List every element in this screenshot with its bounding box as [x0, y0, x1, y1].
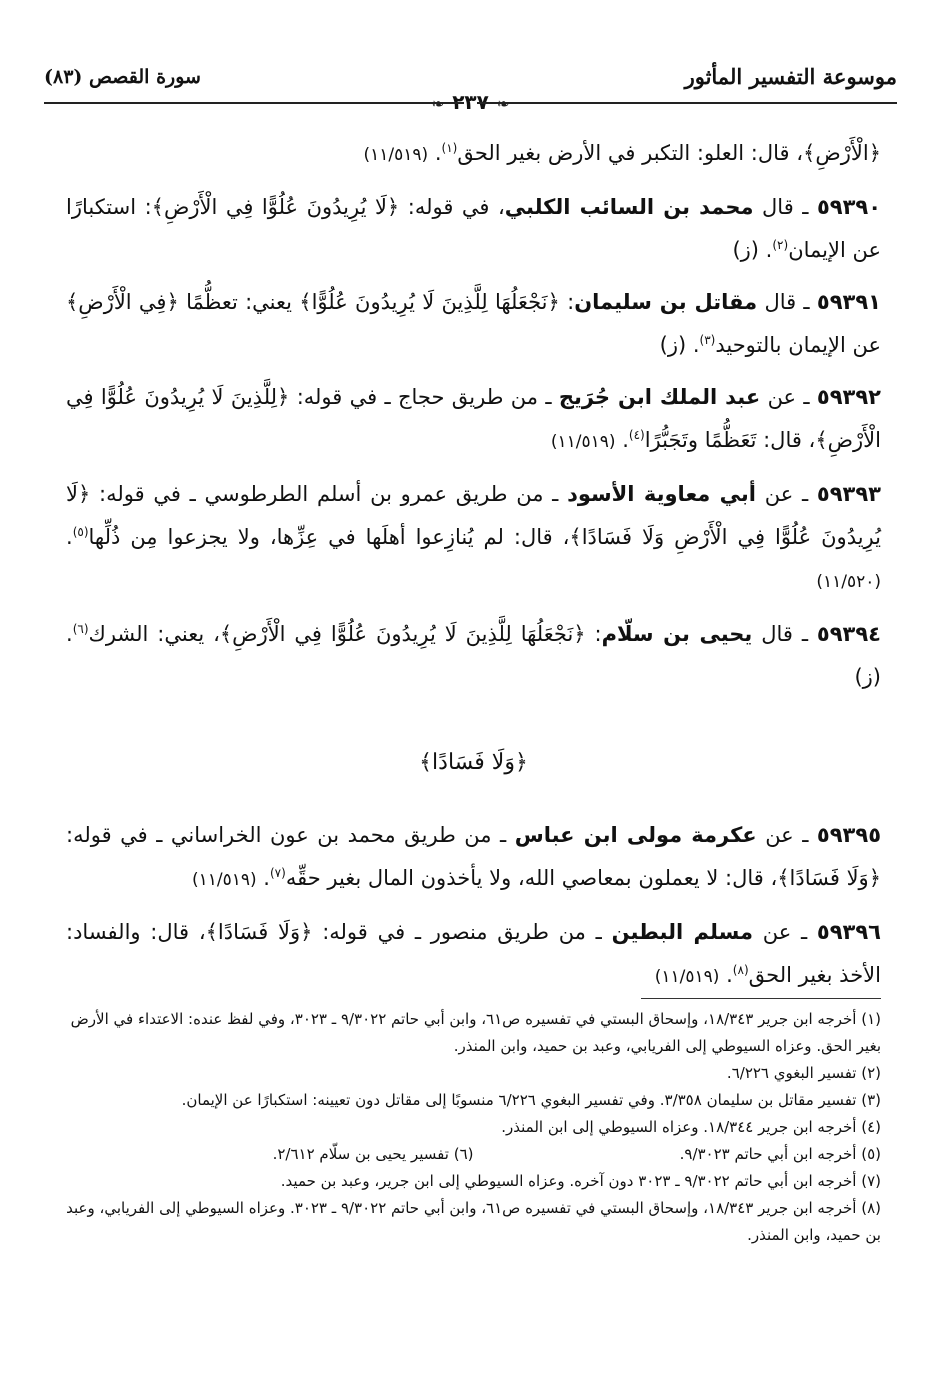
footnote-marker: (٢) [772, 238, 789, 252]
footnotes [66, 1006, 881, 1249]
section-heading: ﴿وَلَا فَسَادًا﴾ [419, 750, 528, 775]
narration-paragraph: ٥٩٣٩٦ ـ عن مسلم البطين ـ من طريق منصور ـ في قوله: ﴿وَلَا فَسَادًا﴾، قال: والفساد: الأخذ بغير الحق$^{(٨)}$. (١١/٥١٩) [66, 920, 881, 987]
narration-paragraph: ٥٩٣٩٣ ـ عن أبي معاوية الأسود ـ من طريق عمرو بن أسلم الطرطوسي ـ في قوله: ﴿لَا يُرِيدُونَ عُلُوًّا فِي الْأَرْضِ وَلَا فَسَادًا﴾، قال: لم يُنازِعوا أهلَها في عِزِّها، ولا يجزعوا مِن ذُلِّها$^{(٥)}$. (١١/٥٢٠) [66, 482, 881, 592]
footnote-marker: (٦) [72, 622, 89, 636]
quran-quote: ﴿لَا يُرِيدُونَ عُلُوًّا فِي الْأَرْضِ﴾ [151, 195, 400, 219]
surah-title: سورة القصص (٨٣) [44, 66, 201, 88]
paragraph-text: ، قال: العلو: التكبر في الأرض بغير الحق [457, 141, 804, 165]
narration-number: ٥٩٣٩٦ [816, 920, 881, 944]
footnote-marker: (١) [441, 141, 458, 155]
footnote-marker: (٧) [269, 866, 286, 880]
ornament-icon: ❧ [431, 95, 445, 113]
main-text [66, 132, 881, 1008]
quran-quote: ﴿لِلَّذِينَ لَا يُرِيدُونَ عُلُوًّا فِي الْأَرْضِ﴾ [66, 385, 881, 452]
paragraph-text: عن الإيمان بالتوحيد [715, 333, 881, 357]
narration-number: ٥٩٣٩١ [816, 290, 881, 314]
paragraph-text: ، قال: والفساد: الأخذ بغير الحق [66, 920, 881, 987]
narration-paragraph: ٥٩٣٩٥ ـ عن عكرمة مولى ابن عباس ـ من طريق محمد بن عون الخراساني ـ في قوله: ﴿وَلَا فَسَادًا﴾، قال: لا يعملون بمعاصي الله، ولا يأخذون المال بغير حقِّه$^{(٧)}$. (١١/٥١٩) [66, 823, 882, 890]
quran-quote: ﴿فِي الْأَرْضِ﴾ [66, 290, 179, 314]
footnote-marker: (٥) [72, 525, 89, 539]
footnote: (٧) أخرجه ابن أبي حاتم ٩/٣٠٢٢ ـ ٣٠٢٣ دون آخره. وعزاه السيوطي إلى ابن جرير، وعبد بن حميد. [280, 1172, 881, 1190]
narrator-name: مسلم البطين [611, 920, 753, 944]
volume-page-ref: (١١/٥١٩) [654, 967, 720, 987]
footnote-marker: (٨) [732, 963, 749, 977]
quran-quote: ﴿نَجْعَلُهَا لِلَّذِينَ لَا يُرِيدُونَ عُلُوًّا فِي الْأَرْضِ﴾ [219, 622, 586, 646]
narration-number: ٥٩٣٩٥ [816, 823, 882, 847]
footnote: (٢) تفسير البغوي ٦/٢٢٦. [726, 1064, 881, 1082]
footnote-row [66, 1141, 881, 1168]
footnote: (٨) أخرجه ابن جرير ١٨/٣٤٣، وإسحاق البستي في تفسيره ص٦١، وابن أبي حاتم ٩/٣٠٢٢ ـ ٣٠٢٣. وعزاه السيوطي إلى الفريابي، وعبد بن حميد، وابن المنذر. [66, 1199, 881, 1244]
footnote-marker: (٣) [699, 333, 716, 347]
paragraph-text: ، يعني: الشرك [88, 622, 220, 646]
paragraph-text: : استكبارًا عن الإيمان [66, 195, 881, 262]
narration-number: ٥٩٣٩٤ [816, 622, 881, 646]
paragraph-continuation: ﴿الْأَرْضِ﴾، قال: العلو: التكبر في الأرض بغير الحق$^{(١)}$. (١١/٥١٩) [363, 141, 881, 165]
quran-quote: ﴿وَلَا فَسَادًا﴾ [205, 920, 313, 944]
paragraph-text: يعني: تعظُّمًا [186, 290, 292, 314]
footnote: (٤) أخرجه ابن جرير ١٨/٣٤٤. وعزاه السيوطي إلى ابن المنذر. [501, 1118, 881, 1136]
narration-paragraph: ٥٩٣٩١ ـ قال مقاتل بن سليمان: ﴿نَجْعَلُهَا لِلَّذِينَ لَا يُرِيدُونَ عُلُوًّا﴾ يعني: تعظُّمًا ﴿فِي الْأَرْضِ﴾ عن الإيمان بالتوحيد$^{(٣)}$. (ز) [66, 290, 881, 357]
footnote: (٥) أخرجه ابن أبي حاتم ٩/٣٠٢٣. [679, 1145, 881, 1163]
narration-number: ٥٩٣٩٠ [816, 195, 882, 219]
page-header [44, 62, 897, 114]
paragraph-text: ، قال: تَعَظُّمًا وتَجَبُّرًا [644, 428, 816, 452]
narration-number: ٥٩٣٩٣ [816, 482, 881, 506]
ornament-icon: ❧ [496, 95, 510, 113]
book-title: موسوعة التفسير المأثور [684, 64, 897, 89]
narrator-name: مقاتل بن سليمان [574, 290, 758, 314]
quran-quote: ﴿الْأَرْضِ﴾ [803, 141, 881, 165]
narration-paragraph: ٥٩٣٩٤ ـ قال يحيى بن سلّام: ﴿نَجْعَلُهَا لِلَّذِينَ لَا يُرِيدُونَ عُلُوًّا فِي الْأَرْضِ﴾، يعني: الشرك$^{(٦)}$. (ز) [66, 622, 881, 689]
narration-number: ٥٩٣٩٢ [816, 385, 881, 409]
narrator-name: عكرمة مولى ابن عباس [514, 823, 757, 847]
narrator-name: يحيى بن سلّام [601, 622, 753, 646]
quran-quote: ﴿لَا يُرِيدُونَ عُلُوًّا فِي الْأَرْضِ وَلَا فَسَادًا﴾ [66, 482, 881, 549]
footnote-marker: (٤) [628, 428, 645, 442]
narration-paragraph: ٥٩٣٩٢ ـ عن عبد الملك ابن جُرَيج ـ من طريق حجاج ـ في قوله: ﴿لِلَّذِينَ لَا يُرِيدُونَ عُلُوًّا فِي الْأَرْضِ﴾، قال: تَعَظُّمًا وتَجَبُّرًا$^{(٤)}$. (١١/٥١٩) [66, 385, 881, 452]
narrator-name: محمد بن السائب الكلبي [504, 195, 754, 219]
footnote: (٣) تفسير مقاتل بن سليمان ٣/٣٥٨. وفي تفسير البغوي ٦/٢٢٦ منسوبًا إلى مقاتل دون تعيينه: استكبارًا عن الإيمان. [181, 1091, 881, 1109]
narration-paragraph: ٥٩٣٩٠ ـ قال محمد بن السائب الكلبي، في قوله: ﴿لَا يُرِيدُونَ عُلُوًّا فِي الْأَرْضِ﴾: استكبارًا عن الإيمان$^{(٢)}$. (ز) [66, 195, 882, 262]
footnote: (١) أخرجه ابن جرير ١٨/٣٤٣، وإسحاق البستي في تفسيره ص٦١، وابن أبي حاتم ٩/٣٠٢٢ ـ ٣٠٢٣، وفي لفظ عنده: الاعتداء في الأرض بغير الحق. وعزاه السيوطي إلى الفريابي، وعبد بن حميد، وابن المنذر. [70, 1010, 881, 1055]
narrator-name: عبد الملك ابن جُرَيج [558, 385, 761, 409]
paragraph-text: ، قال: لا يعملون بمعاصي الله، ولا يأخذون المال بغير حقِّه [285, 866, 778, 890]
page-number: ٢٣٧ [452, 90, 489, 114]
volume-page-ref: (١١/٥١٩) [550, 432, 616, 452]
volume-page-ref: (١١/٥١٩) [363, 145, 429, 165]
footnote-separator [641, 998, 881, 999]
volume-page-ref: (١١/٥١٩) [191, 870, 257, 890]
footnote: (٦) تفسير يحيى بن سلّام ٢/٦١٢. [272, 1145, 474, 1163]
quran-quote: ﴿وَلَا فَسَادًا﴾ [777, 866, 881, 890]
narrator-name: أبي معاوية الأسود [567, 482, 756, 506]
volume-page-ref: (١١/٥٢٠) [816, 572, 881, 592]
quran-quote: ﴿نَجْعَلُهَا لِلَّذِينَ لَا يُرِيدُونَ عُلُوًّا﴾ [299, 290, 560, 314]
paragraph-text: ، قال: لم يُنازِعوا أهلَها في عِزِّها، ولا يجزعوا مِن ذُلِّها [88, 525, 570, 549]
